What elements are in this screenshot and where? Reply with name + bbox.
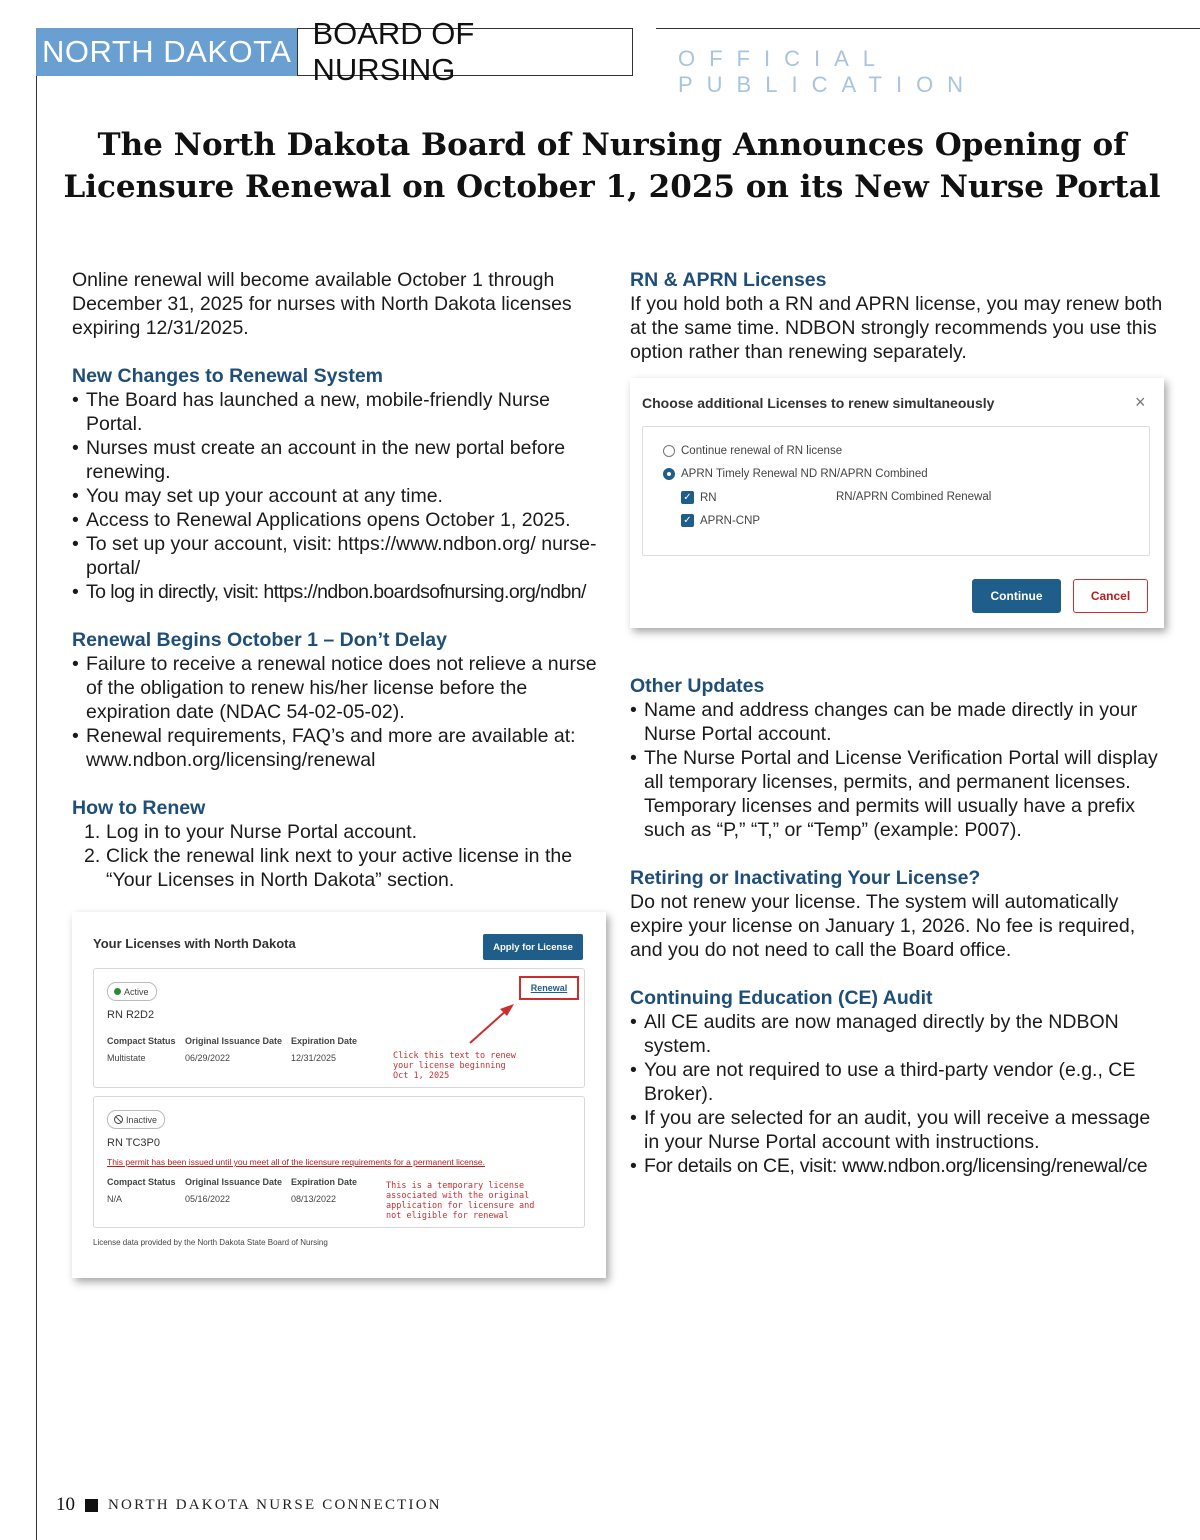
retire-paragraph: Do not renew your license. The system will automatically expire your license on January 1, 2026. No fee is required, and you do not need to call the Board office. <box>630 891 1136 961</box>
status-badge <box>107 1110 165 1129</box>
list-item <box>72 820 602 844</box>
list-item: • Nurses must create an account in the new portal before renewing. <box>72 436 602 484</box>
prohibited-icon <box>114 1115 123 1124</box>
cancel-button[interactable]: Cancel <box>1073 579 1148 613</box>
expiration-date-value: 12/31/2025 <box>291 1053 337 1063</box>
expiration-date-value: 08/13/2022 <box>291 1194 337 1204</box>
list-item: • Access to Renewal Applications opens October 1, 2025. <box>72 508 602 532</box>
square-bullet-icon <box>85 1499 98 1512</box>
list-item: • To set up your account, visit: https://www.ndbon.org/ nurse-portal/ <box>72 532 602 580</box>
check-icon: ✓ <box>681 514 694 527</box>
begins-heading: Renewal Begins October 1 – Don’t Delay <box>72 629 447 651</box>
list-item: • You may set up your account at any time. <box>72 484 602 508</box>
list-item: • Renewal requirements, FAQ’s and more are available at: www.ndbon.org/licensing/renewal <box>72 724 602 772</box>
continue-button[interactable]: Continue <box>972 579 1061 613</box>
how-steps <box>72 820 602 892</box>
column-header: Compact Status <box>107 1177 176 1187</box>
rn-aprn-heading: RN & APRN Licenses <box>630 269 827 291</box>
left-margin-rule <box>36 28 37 1540</box>
option-label: Continue renewal of RN license <box>681 445 843 457</box>
right-column-bottom <box>630 674 1170 1178</box>
arrow-icon <box>94 969 584 1087</box>
status-label: Active <box>124 986 149 997</box>
step-text: Log in to your Nurse Portal account. <box>106 821 418 843</box>
intro-paragraph: Online renewal will become available October 1 through December 31, 2025 for nurses with North Dakota licenses expiring 12/31/2025. <box>72 269 572 339</box>
list-item: • Failure to receive a renewal notice does not relieve a nurse of the obligation to renew his/her license before the expiration date (NDAC 54-02-05-02). <box>72 652 602 724</box>
status-label: Inactive <box>126 1114 158 1125</box>
masthead <box>36 16 633 87</box>
apply-for-license-button[interactable]: Apply for License <box>483 934 583 960</box>
radio-icon <box>663 445 675 457</box>
compact-status-value: N/A <box>107 1194 123 1204</box>
step-number: 1. <box>84 821 101 843</box>
modal-title: Choose additional Licenses to renew simultaneously <box>642 395 995 411</box>
page-number: 10 <box>56 1494 75 1515</box>
license-id: RN TC3P0 <box>107 1137 160 1149</box>
licenses-screenshot <box>72 912 606 1278</box>
list-item: • The Board has launched a new, mobile-friendly Nurse Portal. <box>72 388 602 436</box>
issuance-date-value: 06/29/2022 <box>185 1053 231 1063</box>
ce-heading: Continuing Education (CE) Audit <box>630 987 933 1009</box>
masthead-tagline: OFFICIAL PUBLICATION <box>678 46 978 97</box>
inactive-license-card <box>93 1096 585 1228</box>
renew-annotation: Click this text to renew your license beginning Oct 1, 2025 <box>393 1051 516 1081</box>
rn-aprn-paragraph: If you hold both a RN and APRN license, you may renew both at the same time. NDBON strongly recommends you use this option rather than renewing separately. <box>630 293 1163 363</box>
list-item: • The Nurse Portal and License Verification Portal will display all temporary licenses, permits, and permanent licenses. Temporary licenses and permits will usually have a prefix such as “P,” “T,” or “Temp” (example: P007). <box>630 746 1170 842</box>
page-footer <box>56 1494 442 1516</box>
retire-heading: Retiring or Inactivating Your License? <box>630 867 981 889</box>
license-data-footer: License data provided by the North Dakota State Board of Nursing <box>93 1238 328 1247</box>
other-updates-list <box>630 698 1170 842</box>
list-item: • For details on CE, visit: www.ndbon.org/licensing/renewal/ce <box>630 1154 1170 1178</box>
license-id: RN R2D2 <box>107 1009 155 1021</box>
ce-list <box>630 1010 1170 1178</box>
column-header: Expiration Date <box>291 1036 358 1046</box>
step-text: Click the renewal link next to your active license in the “Your Licenses in North Dakota” section. <box>106 845 573 891</box>
radio-option-aprn[interactable] <box>663 468 928 480</box>
publication-name: NORTH DAKOTA NURSE CONNECTION <box>108 1496 442 1513</box>
permit-note: This permit has been issued until you meet all of the licensure requirements for a permanent license. <box>107 1157 485 1167</box>
radio-selected-icon <box>663 468 675 480</box>
compact-status-value: Multistate <box>107 1053 146 1063</box>
right-column-top <box>630 268 1170 364</box>
modal-options-panel <box>642 426 1150 556</box>
check-icon: ✓ <box>681 491 694 504</box>
masthead-board: BOARD OF NURSING <box>297 28 633 76</box>
issuance-date-value: 05/16/2022 <box>185 1194 231 1204</box>
combined-renewal-label: RN/APRN Combined Renewal <box>836 491 992 503</box>
active-license-card <box>93 968 585 1088</box>
list-item: • Name and address changes can be made directly in your Nurse Portal account. <box>630 698 1170 746</box>
close-icon[interactable]: × <box>1135 392 1146 412</box>
headline: The North Dakota Board of Nursing Announces Opening of Licensure Renewal on October 1, 2025 on its New Nurse Portal <box>63 127 1161 205</box>
changes-list <box>72 388 602 604</box>
column-header: Expiration Date <box>291 1177 358 1187</box>
licenses-title: Your Licenses with North Dakota <box>93 936 296 951</box>
begins-list <box>72 652 602 772</box>
masthead-state: NORTH DAKOTA <box>36 28 297 76</box>
option-label: APRN Timely Renewal ND RN/APRN Combined <box>681 468 928 480</box>
column-header: Compact Status <box>107 1036 176 1046</box>
list-item: • To log in directly, visit: https://ndbon.boardsofnursing.org/ndbn/ <box>72 580 602 604</box>
step-number: 2. <box>84 845 101 867</box>
other-updates-heading: Other Updates <box>630 675 765 697</box>
column-header: Original Issuance Date <box>185 1036 283 1046</box>
checkbox-aprn-cnp[interactable] <box>681 514 760 527</box>
list-item: • You are not required to use a third-party vendor (e.g., CE Broker). <box>630 1058 1170 1106</box>
list-item: • All CE audits are now managed directly by the NDBON system. <box>630 1010 1170 1058</box>
top-header-rule <box>656 28 1200 29</box>
renewal-link[interactable]: Renewal <box>519 976 579 1000</box>
checkbox-rn[interactable] <box>681 491 717 504</box>
column-header: Original Issuance Date <box>185 1177 283 1187</box>
radio-option-rn[interactable] <box>663 445 842 457</box>
checkbox-label: RN <box>700 491 717 504</box>
renew-modal-screenshot <box>630 378 1164 628</box>
left-column <box>72 268 602 892</box>
changes-heading: New Changes to Renewal System <box>72 365 384 387</box>
how-heading: How to Renew <box>72 797 206 819</box>
list-item <box>72 844 602 892</box>
temporary-annotation: This is a temporary license associated with the original application for licensure and not eligible for renewal <box>386 1181 535 1221</box>
checkbox-label: APRN-CNP <box>700 514 761 527</box>
list-item: • If you are selected for an audit, you will receive a message in your Nurse Portal account with instructions. <box>630 1106 1170 1154</box>
